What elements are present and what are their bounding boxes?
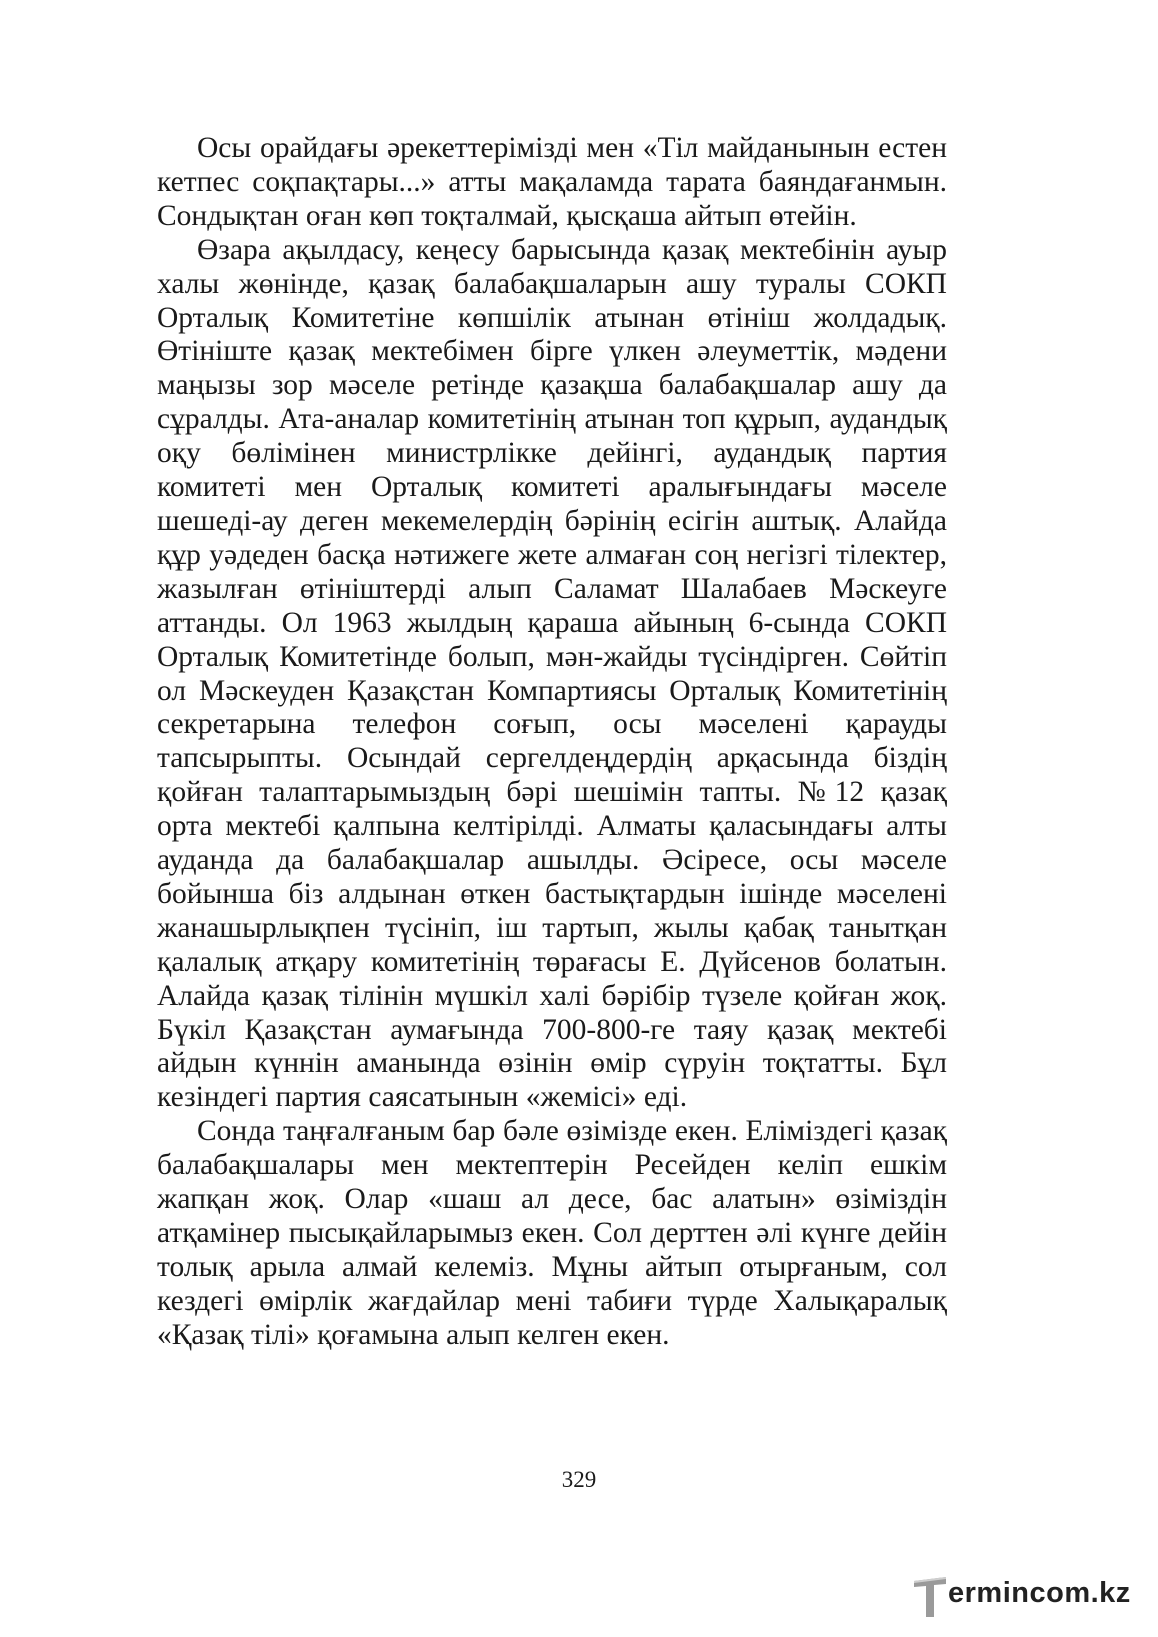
- termincom-logo-mark-icon: [912, 1575, 948, 1619]
- termincom-watermark: [912, 1573, 1142, 1623]
- page-number: 329: [561, 1467, 597, 1492]
- paragraph-2: Өзара ақылдасу, кеңесу барысында қазақ мектебінін ауыр халы жөнінде, қазақ балабақшаларын ашу туралы СОКП Орталық Комитетіне көпшілік атынан өтініш жолдадық. Өтініште қазақ мектебімен бірге үлкен әлеуметтік, мәдени маңызы зор мәселе ретінде қазақша балабақшалар ашу да сұралды. Ата-аналар комитетінің атынан топ құрып, аудандық оқу бөлімінен министрлікке дейінгі, аудандық партия комитеті мен Орталық комитеті аралығындағы мәселе шешеді-ау деген мекемелердің бәрінің есігін аштық. Алайда құр уәдеден басқа нәтижеге жете алмаған соң негізгі тілектер, жазылған өтініштерді алып Саламат Шалабаев Мәскеуге аттанды. Ол 1963 жылдың қараша айының 6-сында СОКП Орталық Комитетінде болып, мән-жайды түсіндірген. Сөйтіп ол Мәскеуден Қазақстан Компартиясы Орталық Комитетінің секретарына телефон соғып, осы мәселені қарауды тапсырыпты. Осындай сергелдеңдердің арқасында біздің қойған талаптарымыздың бәрі шешімін тапты. №12 қазақ орта мектебі қалпына келтірілді. Алматы қаласындағы алты ауданда да балабақшалар ашылды. Әсіресе, осы мәселе бойынша біз алдынан өткен бастықтардын ішінде мәселені жанашырлықпен түсініп, іш тартып, жылы қабақ танытқан қалалық атқару комитетінің төрағасы Е. Дүйсенов болатын. Алайда қазақ тілінін мүшкіл халі бәрібір түзеле қойған жоқ. Бүкіл Қазақстан аумағында 700-800-ге таяу қазақ мектебі айдын күннін аманында өзінін өмір сүруін тоқтатты. Бұл кезіндегі партия саясатынын «жемісі» еді.: [157, 233, 947, 1114]
- document-body: [157, 132, 947, 1353]
- paragraph-1: Осы орайдағы әрекеттерімізді мен «Тіл майданынын естен кетпес соқпақтары...» атты мақаламда тарата баяндағанмын. Сондықтан оған көп тоқталмай, қысқаша айтып өтейін.: [157, 132, 947, 232]
- paragraph-3: Сонда таңғалғаным бар бәле өзімізде екен. Еліміздегі қазақ балабақшалары мен мектептерін Ресейден келіп ешкім жапқан жоқ. Олар «шаш ал десе, бас алатын» өзіміздін атқамінер пысықайларымыз екен. Сол дерттен әлі күнге дейін толық арыла алмай келеміз. Мұны айтып отырғаным, сол кездегі өмірлік жағдайлар мені табиғи түрде Халықаралық «Қазақ тілі» қоғамына алып келген екен.: [157, 1115, 947, 1351]
- watermark-text: ermincom.kz: [948, 1577, 1131, 1609]
